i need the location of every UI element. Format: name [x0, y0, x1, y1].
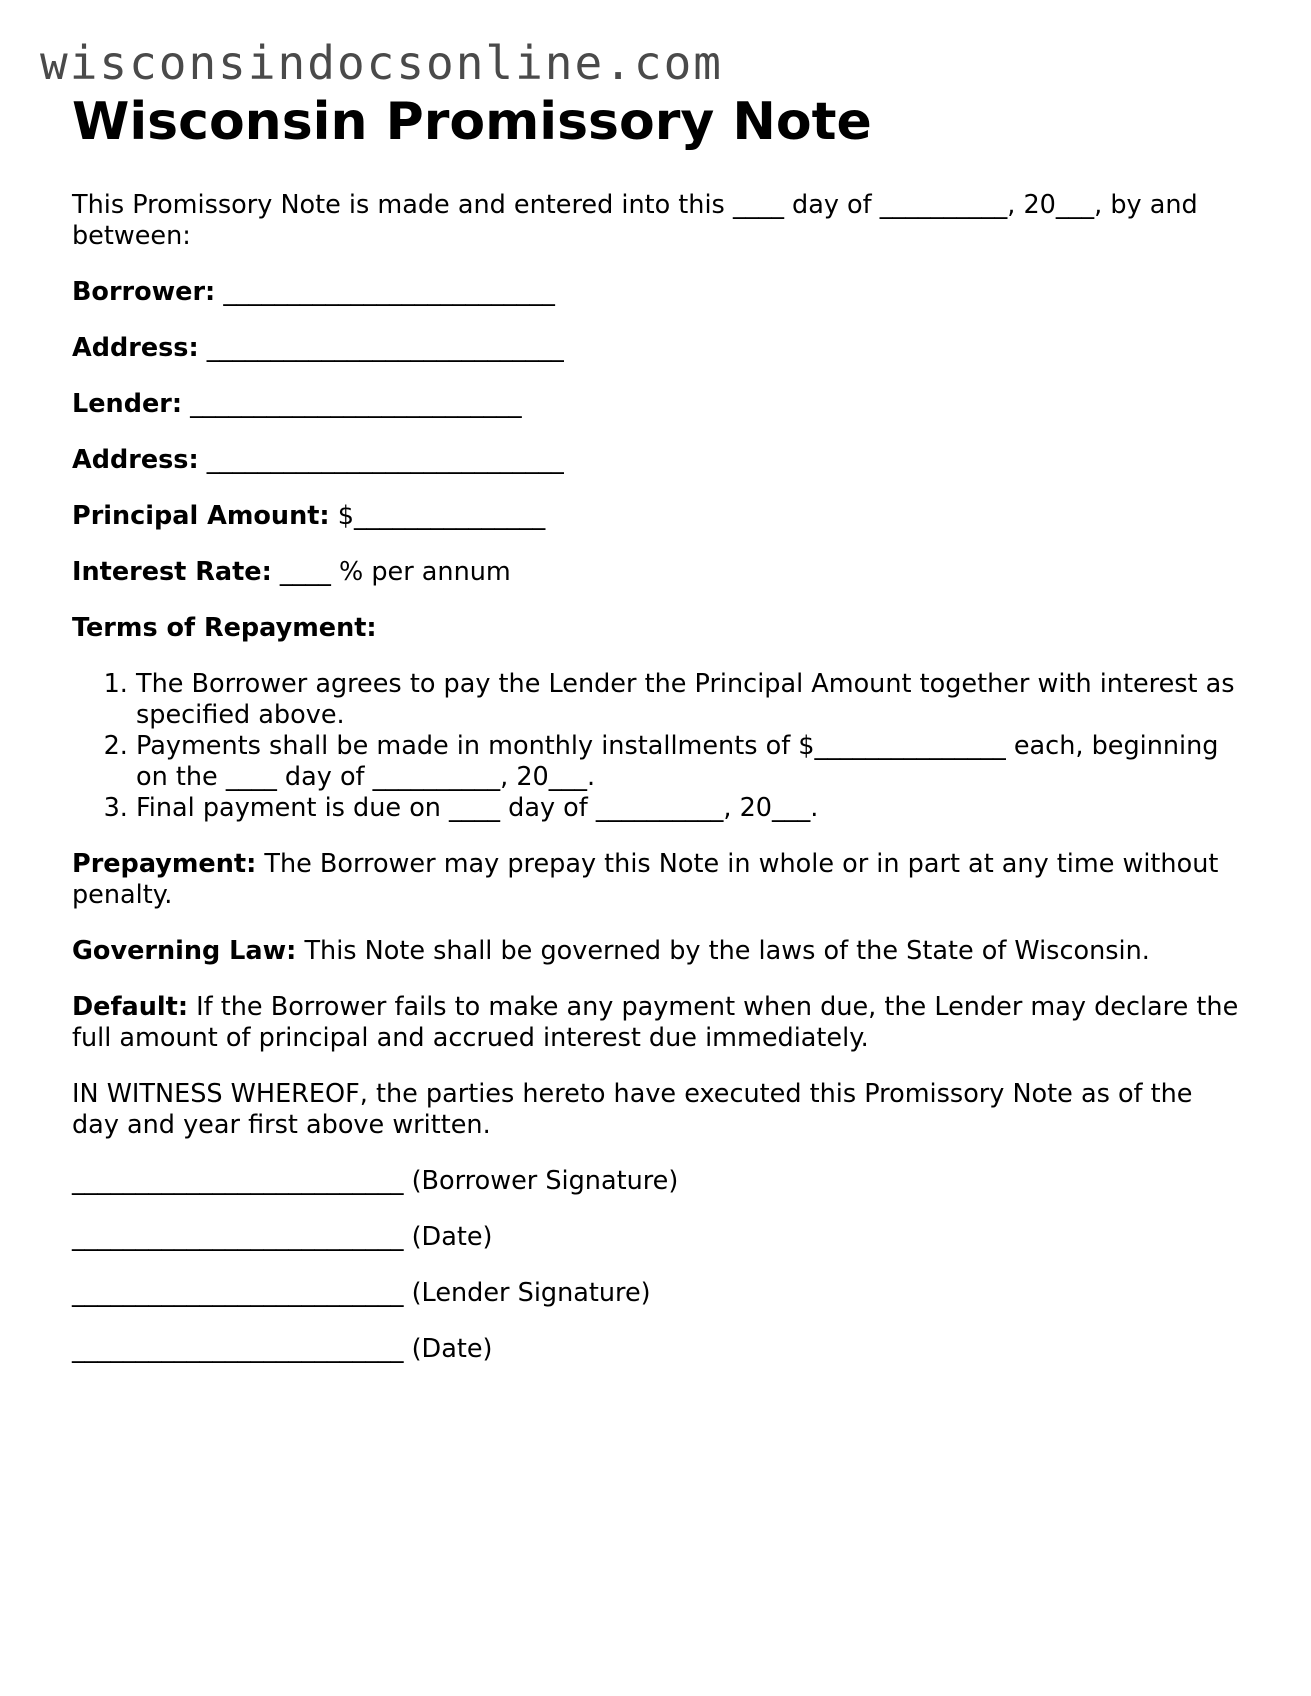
lender-blank: __________________________	[182, 389, 522, 419]
prepayment-text: The Borrower may prepay this Note in whole or in part at any time without penalty.	[72, 849, 1219, 910]
borrower-blank: __________________________	[215, 277, 555, 307]
prepayment-clause	[72, 849, 1242, 911]
default-clause	[72, 992, 1242, 1054]
terms-heading	[72, 613, 1242, 644]
witness-paragraph: IN WITNESS WHEREOF, the parties hereto have executed this Promissory Note as of the day and year first above written.	[72, 1079, 1193, 1140]
lender-field	[72, 389, 1242, 420]
lender-address-label: Address:	[72, 445, 199, 475]
terms-list	[72, 669, 1242, 824]
terms-item-3: 3. Final payment is due on ____ day of __________, 20___.	[136, 793, 1242, 824]
borrower-signature-line: __________________________ (Borrower Signature)	[72, 1166, 679, 1196]
borrower-field	[72, 277, 1242, 308]
borrower-label: Borrower:	[72, 277, 216, 307]
interest-rate-blank: ____ % per annum	[271, 557, 511, 587]
watermark: wisconsindocsonline.com	[40, 36, 723, 90]
prepayment-label: Prepayment:	[72, 849, 257, 879]
interest-rate-label: Interest Rate:	[72, 557, 272, 587]
borrower-address-blank: ____________________________	[198, 333, 564, 363]
lender-date-line: __________________________ (Date)	[72, 1334, 493, 1364]
lender-signature-line: __________________________ (Lender Signature)	[72, 1278, 651, 1308]
principal-amount-field	[72, 501, 1242, 532]
terms-item-1: 1. The Borrower agrees to pay the Lender the Principal Amount together with interest as specified above.	[136, 669, 1242, 731]
borrower-date-line: __________________________ (Date)	[72, 1222, 493, 1252]
lender-label: Lender:	[72, 389, 183, 419]
borrower-address-label: Address:	[72, 333, 199, 363]
governing-law-text: This Note shall be governed by the laws of the State of Wisconsin.	[296, 936, 1150, 966]
lender-address-field	[72, 445, 1242, 476]
principal-amount-blank: $_______________	[329, 501, 546, 531]
governing-law-clause	[72, 936, 1242, 967]
terms-item-2: 2. Payments shall be made in monthly installments of $_______________ each, beginning on the ____ day of __________, 20___.	[136, 731, 1242, 793]
borrower-address-field	[72, 333, 1242, 364]
intro-paragraph: This Promissory Note is made and entered into this ____ day of __________, 20___, by and between:	[72, 190, 1198, 251]
interest-rate-field	[72, 557, 1242, 588]
principal-amount-label: Principal Amount:	[72, 501, 330, 531]
terms-heading-label: Terms of Repayment:	[72, 613, 377, 643]
default-label: Default:	[72, 992, 189, 1022]
lender-address-blank: ____________________________	[198, 445, 564, 475]
document-title: Wisconsin Promissory Note	[72, 92, 872, 152]
default-text: If the Borrower fails to make any payment when due, the Lender may declare the full amount of principal and accrued interest due immediately.	[72, 992, 1239, 1053]
governing-law-label: Governing Law:	[72, 936, 297, 966]
document-body	[72, 90, 1242, 1390]
